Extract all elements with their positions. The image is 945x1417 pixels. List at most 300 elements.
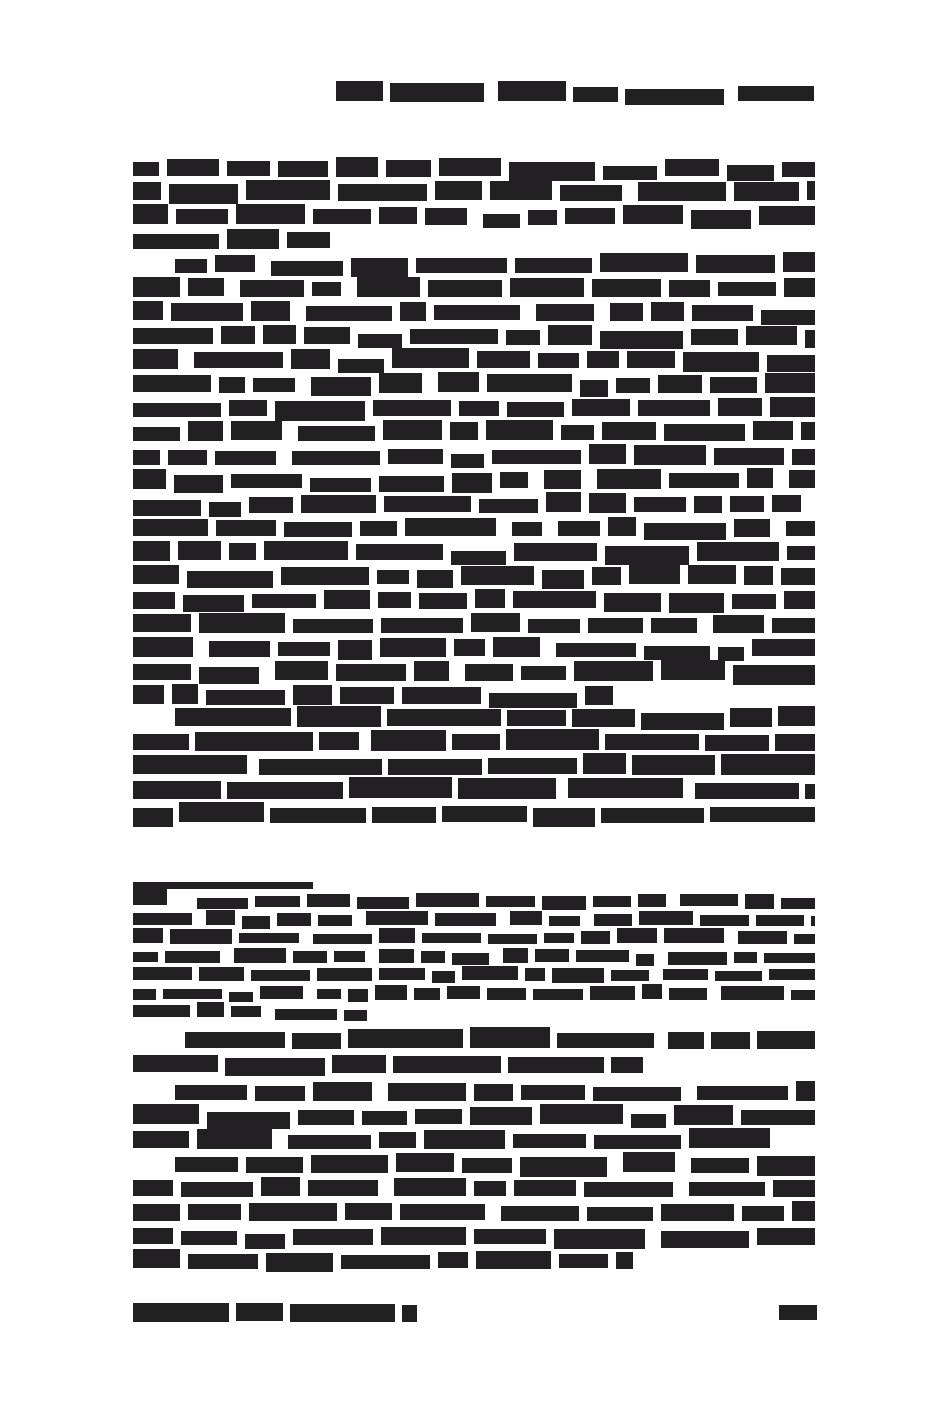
word-mass	[752, 639, 815, 656]
degraded-text-line	[133, 986, 815, 1000]
word-mass	[642, 984, 662, 999]
word-mass	[474, 1181, 506, 1196]
word-mass	[227, 161, 270, 176]
word-mass	[746, 326, 797, 345]
word-mass	[528, 619, 580, 633]
word-mass	[584, 1182, 673, 1197]
word-mass	[402, 687, 481, 704]
word-mass	[668, 1032, 704, 1049]
word-mass	[669, 988, 707, 1000]
word-mass	[133, 204, 168, 224]
word-mass	[133, 541, 170, 561]
word-mass	[546, 492, 581, 512]
word-mass	[301, 495, 376, 513]
word-mass	[231, 421, 282, 440]
word-mass	[587, 351, 619, 368]
word-mass	[738, 931, 787, 944]
word-mass	[133, 1104, 199, 1124]
word-mass	[133, 755, 247, 774]
word-mass	[556, 643, 636, 657]
word-mass	[133, 1005, 190, 1017]
word-mass	[710, 807, 815, 822]
word-mass	[313, 1082, 372, 1101]
word-mass	[483, 214, 520, 228]
word-mass	[718, 647, 744, 661]
word-mass	[379, 476, 444, 492]
word-mass	[197, 1129, 272, 1149]
word-mass	[753, 421, 793, 440]
word-mass	[396, 1153, 454, 1172]
word-mass	[275, 1009, 337, 1020]
word-mass	[422, 933, 481, 943]
word-mass	[227, 782, 343, 799]
word-mass	[133, 637, 193, 657]
word-mass	[611, 1057, 643, 1073]
word-mass	[400, 302, 426, 321]
word-mass	[175, 259, 207, 273]
degraded-text-line	[133, 423, 815, 441]
word-mass	[383, 420, 442, 440]
degraded-text-line	[133, 1227, 815, 1245]
word-mass	[168, 450, 207, 465]
word-mass	[227, 229, 279, 249]
degraded-text-line	[133, 967, 815, 981]
word-mass	[402, 1305, 417, 1322]
word-mass	[734, 519, 770, 537]
word-mass	[340, 687, 394, 704]
word-mass	[721, 754, 815, 775]
word-mass	[697, 1086, 788, 1100]
word-mass	[133, 277, 180, 297]
word-mass	[308, 1180, 378, 1196]
word-mass	[560, 185, 622, 201]
word-mass	[688, 565, 736, 584]
word-mass	[199, 613, 285, 633]
degraded-text-line	[133, 591, 815, 609]
word-mass	[765, 373, 815, 393]
word-mass	[689, 1128, 770, 1148]
word-mass	[290, 1304, 395, 1322]
word-mass	[588, 618, 643, 633]
word-mass	[738, 86, 814, 101]
word-mass	[627, 351, 675, 368]
degraded-text-line	[133, 399, 815, 417]
word-mass	[669, 593, 724, 613]
word-mass	[277, 913, 311, 926]
word-mass	[589, 493, 626, 513]
word-mass	[605, 546, 689, 565]
word-mass	[548, 325, 592, 345]
word-mass	[255, 1086, 305, 1101]
word-mass	[513, 591, 596, 608]
word-mass	[281, 567, 369, 585]
degraded-text-line	[133, 663, 815, 681]
word-mass	[710, 377, 757, 393]
word-mass	[533, 808, 595, 827]
word-mass	[616, 1252, 633, 1269]
word-mass	[661, 1204, 734, 1221]
word-mass	[311, 1155, 388, 1173]
word-mass	[252, 594, 316, 608]
degraded-text-line	[133, 639, 815, 657]
word-mass	[292, 1033, 341, 1049]
word-mass	[695, 783, 799, 799]
word-mass	[381, 1227, 466, 1245]
word-mass	[683, 352, 759, 372]
word-mass	[465, 664, 513, 681]
word-mass	[714, 448, 784, 465]
word-mass	[338, 184, 427, 201]
word-mass	[515, 258, 592, 273]
word-mass	[514, 1180, 576, 1196]
word-mass	[514, 543, 597, 561]
word-mass	[334, 951, 365, 962]
word-mass	[133, 1055, 218, 1072]
word-mass	[639, 911, 693, 925]
word-mass	[171, 303, 243, 321]
word-mass	[133, 1180, 173, 1196]
word-mass	[554, 1229, 645, 1249]
word-mass	[590, 986, 635, 1000]
word-mass	[183, 595, 244, 612]
word-mass	[663, 969, 708, 980]
degraded-text-line	[133, 893, 815, 907]
degraded-text-line	[133, 912, 815, 926]
word-mass	[782, 162, 815, 177]
word-mass	[705, 735, 769, 751]
word-mass	[434, 305, 520, 320]
word-mass	[133, 913, 192, 925]
word-mass	[568, 778, 683, 798]
word-mass	[221, 326, 255, 344]
word-mass	[297, 706, 381, 727]
word-mass	[225, 1058, 325, 1076]
word-mass	[713, 615, 764, 633]
word-mass	[450, 422, 478, 440]
word-mass	[512, 522, 542, 536]
word-mass	[393, 1056, 501, 1073]
word-mass	[636, 954, 654, 966]
word-mass	[379, 207, 417, 224]
word-mass	[770, 397, 815, 417]
word-mass	[604, 593, 661, 612]
word-mass	[476, 1251, 551, 1269]
word-mass	[338, 640, 372, 660]
word-mass	[520, 1157, 607, 1177]
word-mass	[610, 303, 643, 321]
degraded-text-line	[133, 159, 815, 177]
word-mass	[742, 1206, 784, 1221]
word-mass	[696, 255, 775, 273]
word-mass	[796, 1081, 815, 1101]
word-mass	[661, 1231, 749, 1248]
word-mass	[668, 952, 727, 965]
word-mass	[487, 988, 526, 1000]
word-mass	[357, 277, 420, 297]
degraded-text-line	[133, 1004, 367, 1018]
word-mass	[133, 469, 166, 489]
word-mass	[312, 282, 341, 296]
word-mass	[486, 896, 535, 907]
word-mass	[216, 520, 276, 536]
word-mass	[194, 352, 283, 368]
degraded-text-line	[133, 615, 815, 633]
word-mass	[557, 1033, 654, 1048]
word-mass	[772, 618, 815, 633]
degraded-text-line	[133, 756, 815, 775]
degraded-text-line	[133, 519, 815, 537]
degraded-text-line	[133, 471, 815, 489]
word-mass	[658, 375, 702, 393]
word-mass	[362, 1111, 407, 1125]
word-mass	[573, 87, 618, 102]
word-mass	[133, 403, 221, 417]
word-mass	[380, 638, 446, 657]
word-mass	[451, 454, 484, 468]
word-mass	[133, 1249, 180, 1268]
word-mass	[375, 985, 407, 1000]
word-mass	[730, 496, 764, 512]
word-mass	[287, 232, 330, 248]
word-mass	[583, 753, 626, 774]
word-mass	[133, 592, 175, 609]
word-mass	[756, 915, 804, 926]
word-mass	[175, 1157, 238, 1172]
word-mass	[388, 1083, 466, 1101]
word-mass	[306, 306, 392, 321]
word-mass	[172, 684, 198, 704]
word-mass	[336, 664, 406, 681]
word-mass	[632, 755, 715, 775]
word-mass	[304, 327, 350, 344]
word-mass	[783, 252, 815, 272]
word-mass	[348, 1029, 463, 1048]
word-mass	[732, 594, 776, 609]
word-mass	[133, 1228, 173, 1244]
word-mass	[734, 182, 799, 201]
word-mass	[188, 421, 223, 441]
word-mass	[133, 928, 163, 943]
word-mass	[715, 971, 762, 981]
word-mass	[372, 807, 436, 823]
word-mass	[533, 989, 583, 1000]
word-mass	[665, 159, 719, 176]
word-mass	[133, 1204, 180, 1221]
word-mass	[792, 1201, 815, 1221]
word-mass	[349, 777, 452, 798]
word-mass	[629, 564, 680, 584]
word-mass	[587, 1207, 653, 1221]
word-mass	[674, 1105, 733, 1125]
word-mass	[597, 469, 661, 489]
word-mass	[623, 1152, 675, 1172]
word-mass	[348, 989, 368, 1002]
word-mass	[133, 565, 179, 584]
degraded-text-line	[336, 83, 814, 102]
word-mass	[266, 1253, 333, 1272]
word-mass	[757, 1031, 815, 1049]
word-mass	[605, 734, 699, 750]
word-mass	[506, 729, 599, 750]
word-mass	[692, 305, 753, 321]
word-mass	[366, 911, 428, 925]
word-mass	[781, 898, 815, 909]
word-mass	[488, 934, 537, 944]
word-mass	[576, 950, 629, 962]
word-mass	[133, 1131, 189, 1148]
word-mass	[197, 1002, 224, 1017]
word-mass	[718, 282, 776, 296]
word-mass	[540, 1104, 623, 1124]
word-mass	[581, 931, 610, 944]
word-mass	[794, 934, 815, 944]
word-mass	[470, 1027, 550, 1048]
word-mass	[388, 449, 443, 464]
word-mass	[680, 894, 738, 906]
degraded-text-line	[133, 930, 815, 944]
word-mass	[442, 806, 527, 822]
word-mass	[641, 713, 724, 730]
word-mass	[379, 1132, 416, 1148]
word-mass	[133, 301, 163, 320]
word-mass	[781, 568, 815, 585]
word-mass	[199, 667, 259, 684]
word-mass	[510, 911, 542, 925]
word-mass	[461, 566, 534, 585]
word-mass	[133, 808, 173, 827]
word-mass	[379, 968, 425, 980]
word-mass	[617, 928, 657, 943]
word-mass	[176, 209, 228, 224]
word-mass	[474, 1229, 546, 1244]
word-mass	[425, 208, 467, 225]
word-mass	[459, 401, 499, 416]
word-mass	[454, 639, 485, 656]
degraded-text-line	[133, 495, 815, 513]
word-mass	[251, 970, 310, 981]
degraded-text-line	[133, 1251, 633, 1269]
word-mass	[386, 160, 431, 177]
word-mass	[438, 372, 479, 392]
degraded-text-line	[133, 1203, 815, 1221]
word-mass	[293, 619, 373, 633]
degraded-text-line	[133, 780, 815, 799]
word-mass	[133, 952, 158, 962]
word-mass	[416, 893, 479, 907]
word-mass	[509, 162, 595, 181]
degraded-text-line	[133, 1107, 815, 1125]
word-mass	[188, 278, 224, 296]
word-mass	[291, 349, 330, 369]
word-mass	[608, 517, 636, 536]
word-mass	[805, 330, 815, 348]
word-mass	[565, 208, 615, 224]
word-mass	[419, 593, 467, 609]
word-mass	[378, 592, 411, 608]
word-mass	[747, 468, 773, 488]
word-mass	[215, 451, 276, 465]
word-mass	[293, 685, 332, 705]
degraded-text-line	[133, 1155, 815, 1173]
word-mass	[414, 988, 440, 1000]
word-mass	[592, 279, 661, 297]
degraded-text-line	[133, 543, 815, 561]
word-mass	[757, 1156, 815, 1176]
word-mass	[313, 209, 371, 224]
word-mass	[462, 966, 518, 980]
word-mass	[574, 661, 653, 681]
word-mass	[229, 543, 256, 560]
word-mass	[733, 665, 815, 685]
word-mass	[261, 1177, 300, 1196]
word-mass	[187, 571, 273, 588]
word-mass	[336, 157, 378, 177]
word-mass	[292, 451, 380, 465]
word-mass	[163, 989, 222, 999]
word-mass	[438, 1252, 468, 1268]
word-mass	[691, 210, 751, 229]
word-mass	[638, 400, 710, 416]
word-mass	[792, 449, 815, 465]
degraded-text-line	[133, 255, 815, 273]
word-mass	[767, 355, 815, 372]
word-mass	[623, 205, 683, 224]
word-mass	[133, 1303, 229, 1322]
word-mass	[175, 1085, 247, 1100]
word-mass	[242, 916, 270, 929]
word-mass	[486, 420, 553, 440]
degraded-text-line	[133, 327, 815, 345]
word-mass	[634, 445, 706, 465]
word-mass	[757, 1228, 815, 1245]
word-mass	[133, 234, 219, 249]
word-mass	[264, 541, 348, 560]
word-mass	[207, 1112, 290, 1129]
word-mass	[231, 474, 302, 488]
word-mass	[298, 1110, 354, 1125]
word-mass	[236, 204, 305, 224]
word-mass	[600, 331, 683, 349]
word-mass	[133, 734, 189, 750]
word-mass	[764, 953, 815, 963]
word-mass	[229, 992, 253, 1002]
word-mass	[415, 1109, 462, 1124]
word-mass	[807, 181, 815, 200]
word-mass	[773, 1180, 815, 1197]
word-mass	[697, 542, 779, 561]
word-mass	[240, 280, 304, 297]
word-mass	[179, 802, 264, 822]
word-mass	[435, 181, 482, 200]
word-mass	[528, 210, 557, 225]
word-mass	[580, 380, 608, 397]
word-mass	[181, 1231, 237, 1245]
word-mass	[298, 426, 375, 441]
word-mass	[600, 253, 688, 272]
word-mass	[521, 666, 566, 680]
word-mass	[167, 159, 219, 176]
word-mass	[589, 444, 626, 464]
degraded-text-line	[133, 1131, 770, 1149]
word-mass	[165, 951, 220, 963]
word-mass	[405, 518, 496, 536]
word-mass	[791, 990, 815, 1000]
word-mass	[552, 968, 604, 983]
word-mass	[133, 328, 213, 344]
word-mass	[786, 521, 815, 536]
word-mass	[249, 1203, 337, 1221]
word-mass	[538, 353, 579, 368]
